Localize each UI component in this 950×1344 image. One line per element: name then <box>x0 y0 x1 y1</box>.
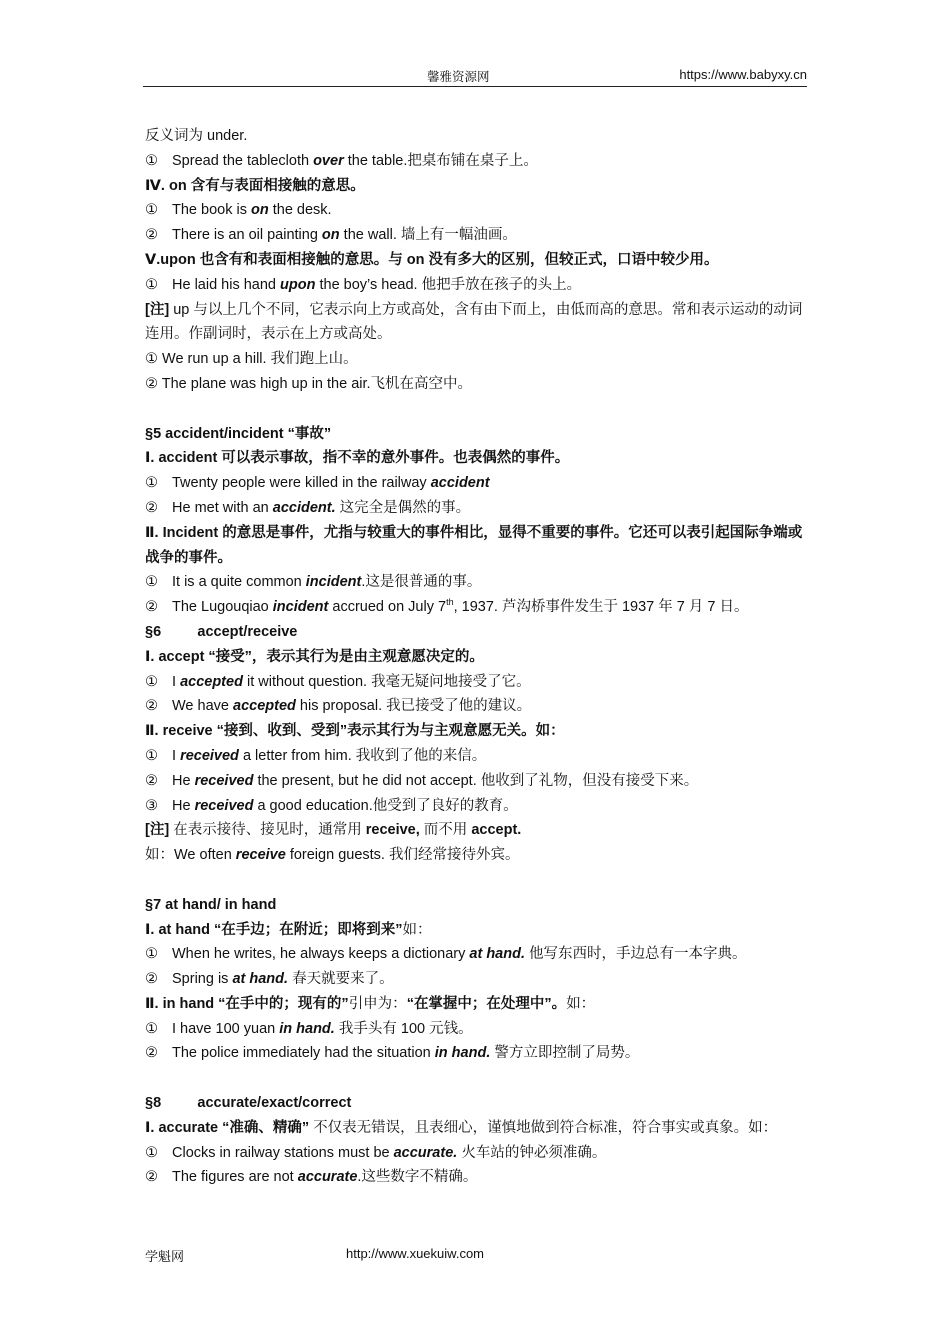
example-line: ① It is a quite common incident.这是很普通的事。 <box>145 574 482 591</box>
section-point: Ⅰ. accident 可以表示事故，指不幸的意外事件。也表偶然的事件。 <box>145 450 570 467</box>
example-line: ① He laid his hand upon the boy’s head. 他把手放在孩子的头上。 <box>145 276 582 293</box>
section-point: Ⅰ. accept “接受”，表示其行为是由主观意愿决定的。 <box>145 648 484 665</box>
header-site-name: 馨雅资源网 <box>427 69 490 84</box>
footer-site-name: 学魁网 <box>145 1250 185 1265</box>
example-line: ② There is an oil painting on the wall. 墙上有一幅油画。 <box>145 227 517 244</box>
section-heading: §7 at hand/ in hand <box>145 896 277 913</box>
section-point: Ⅰ. at hand “在手边；在附近；即将到来”如： <box>145 921 432 938</box>
footer-url: http://www.xuekuiw.com <box>346 1246 484 1261</box>
section-point: Ⅱ. receive “接到、收到、受到”表示其行为与主观意愿无关。如： <box>145 723 565 740</box>
example-line: 如：We often receive foreign guests. 我们经常接待外宾。 <box>145 847 520 864</box>
note-line: [注] 在表示接待、接见时，通常用 receive, 而不用 accept. <box>145 822 522 839</box>
example-line: ① Clocks in railway stations must be accurate. 火车站的钟必须准确。 <box>145 1144 607 1161</box>
section-point: Ⅳ. on 含有与表面相接触的意思。 <box>145 177 365 194</box>
example-line: ① When he writes, he always keeps a dictionary at hand. 他写东西时，手边总有一本字典。 <box>145 946 747 963</box>
example-line: ② He met with an accident. 这完全是偶然的事。 <box>145 499 471 516</box>
section-point: Ⅰ. accurate “准确、精确” 不仅表无错误，且表细心，谨慎地做到符合标准，符合事实或真象。如： <box>145 1119 778 1136</box>
document-body <box>145 124 807 1190</box>
section-heading: §6 accept/receive <box>145 623 298 640</box>
example-line: ② He received the present, but he did not accept. 他收到了礼物，但没有接受下来。 <box>145 772 699 789</box>
section-heading: §8 accurate/exact/correct <box>145 1095 352 1112</box>
example-line: ② The figures are not accurate.这些数字不精确。 <box>145 1169 478 1186</box>
example-line: ① I have 100 yuan in hand. 我手头有 100 元钱。 <box>145 1020 473 1037</box>
example-line: ① The book is on the desk. <box>145 202 332 219</box>
note-paragraph: [注] up 与以上几个不同，它表示向上方或高处，含有由下而上，由低而高的意思。常和表示运动的动词连用。作副词时，表示在上方或高处。 <box>145 301 803 343</box>
example-line: ② The police immediately had the situation in hand. 警方立即控制了局势。 <box>145 1045 640 1062</box>
section-point: Ⅱ. in hand “在手中的；现有的”引申为：“在掌握中；在处理中”。如： <box>145 995 596 1012</box>
example-line: ② Spring is at hand. 春天就要来了。 <box>145 971 394 988</box>
section-point: Ⅱ. Incident 的意思是事件，尤指与较重大的事件相比，显得不重要的事件。它还可以表引起国际争端或战争的事件。 <box>145 524 803 566</box>
example-line: ① Spread the tablecloth over the table.把桌布铺在桌子上。 <box>145 152 538 169</box>
section-point: Ⅴ.upon 也含有和表面相接触的意思。与 on 没有多大的区别，但较正式，口语中较少用。 <box>145 251 719 268</box>
example-line: ② The Lugouqiao incident accrued on July 7th, 1937. 芦沟桥事件发生于 1937 年 7 月 7 日。 <box>145 597 749 616</box>
example-line: ① I accepted it without question. 我毫无疑问地接受了它。 <box>145 673 531 690</box>
section-heading: §5 accident/incident “事故” <box>145 425 332 442</box>
example-line: ② The plane was high up in the air.飞机在高空中。 <box>145 375 473 392</box>
text-line: 反义词为 under. <box>145 128 248 144</box>
example-line: ① I received a letter from him. 我收到了他的来信。 <box>145 747 487 764</box>
page-header <box>143 64 807 87</box>
example-line: ② We have accepted his proposal. 我已接受了他的建议。 <box>145 698 532 715</box>
example-line: ③ He received a good education.他受到了良好的教育。 <box>145 797 518 814</box>
example-line: ① Twenty people were killed in the railway accident <box>145 475 490 492</box>
header-url: https://www.babyxy.cn <box>679 67 807 82</box>
example-line: ① We run up a hill. 我们跑上山。 <box>145 351 358 368</box>
